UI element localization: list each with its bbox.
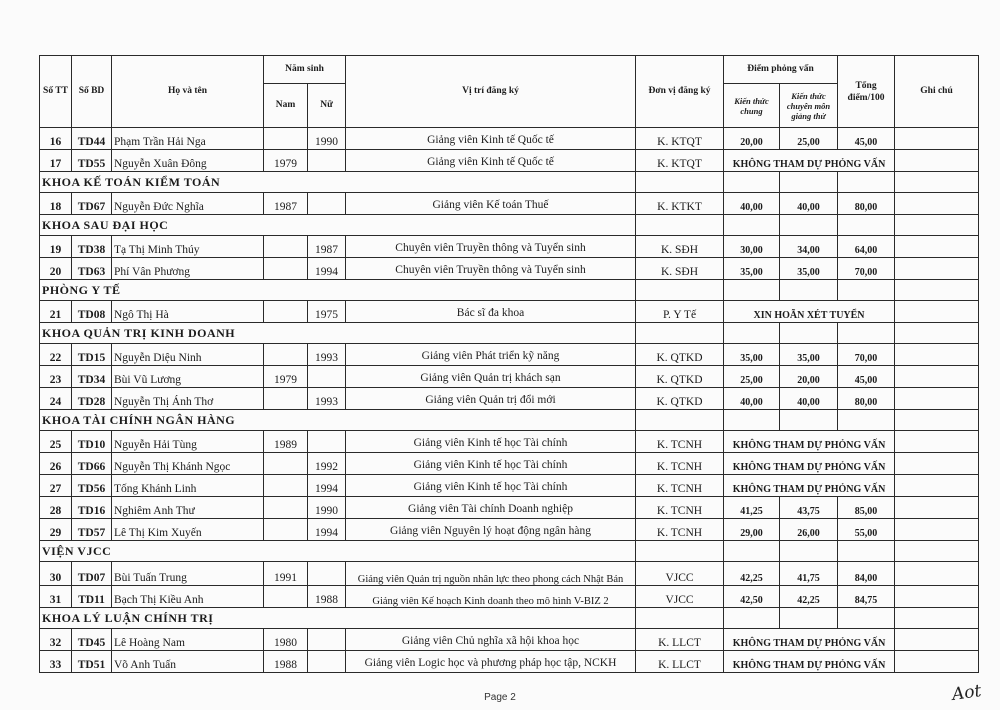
- header-position: Vị trí đăng ký: [346, 56, 636, 128]
- row-name: Tạ Thị Minh Thúy: [112, 236, 264, 258]
- section-title: KHOA SAU ĐẠI HỌC: [40, 215, 636, 236]
- row-note: [895, 431, 979, 453]
- row-sbd: TD11: [72, 586, 112, 608]
- row-stt: 29: [40, 519, 72, 541]
- row-name: Lê Thị Kim Xuyến: [112, 519, 264, 541]
- row-score-specialized: 43,75: [780, 497, 838, 519]
- row-note: [895, 562, 979, 586]
- row-unit: K. QTKD: [636, 366, 724, 388]
- row-unit: K. QTKD: [636, 388, 724, 410]
- row-stt: 19: [40, 236, 72, 258]
- row-total: 85,00: [838, 497, 895, 519]
- header-general-knowledge: Kiến thức chung: [724, 84, 780, 128]
- row-birth-male: [264, 236, 308, 258]
- row-note: [895, 651, 979, 673]
- section-filler: [780, 280, 838, 301]
- section-filler: [724, 541, 780, 562]
- row-birth-female: [308, 431, 346, 453]
- row-sbd: TD55: [72, 150, 112, 172]
- header-interview-score: Điểm phỏng vấn: [724, 56, 838, 84]
- row-birth-female: 1994: [308, 258, 346, 280]
- row-birth-female: 1994: [308, 475, 346, 497]
- row-sbd: TD34: [72, 366, 112, 388]
- row-birth-male: 1979: [264, 150, 308, 172]
- row-sbd: TD51: [72, 651, 112, 673]
- row-unit: K. LLCT: [636, 629, 724, 651]
- row-sbd: TD28: [72, 388, 112, 410]
- section-title: KHOA QUẢN TRỊ KINH DOANH: [40, 323, 636, 344]
- section-filler: [780, 172, 838, 193]
- section-filler: [724, 410, 780, 431]
- row-position: Chuyên viên Truyền thông và Tuyển sinh: [346, 258, 636, 280]
- row-birth-female: [308, 651, 346, 673]
- section-filler: [780, 608, 838, 629]
- row-name: Phí Vân Phương: [112, 258, 264, 280]
- row-position: Giảng viên Kế hoạch Kinh doanh theo mô hình V-BIZ 2: [346, 586, 636, 608]
- section-filler: [780, 215, 838, 236]
- row-birth-male: 1979: [264, 366, 308, 388]
- row-total: 45,00: [838, 366, 895, 388]
- header-name: Họ và tên: [112, 56, 264, 128]
- row-name: Bùi Vũ Lương: [112, 366, 264, 388]
- row-note: [895, 128, 979, 150]
- row-position: Giảng viên Quản trị khách sạn: [346, 366, 636, 388]
- header-stt: Số TT: [40, 56, 72, 128]
- results-sheet: [39, 55, 979, 673]
- row-score-general: 35,00: [724, 258, 780, 280]
- row-note: [895, 388, 979, 410]
- row-name: Bùi Tuấn Trung: [112, 562, 264, 586]
- row-birth-male: [264, 301, 308, 323]
- row-unit: K. SĐH: [636, 236, 724, 258]
- row-stt: 21: [40, 301, 72, 323]
- row-score-specialized: 42,25: [780, 586, 838, 608]
- row-score-specialized: 40,00: [780, 388, 838, 410]
- section-title: KHOA LÝ LUẬN CHÍNH TRỊ: [40, 608, 636, 629]
- row-position: Giảng viên Kinh tế học Tài chính: [346, 453, 636, 475]
- row-birth-female: [308, 193, 346, 215]
- row-note: [895, 258, 979, 280]
- row-unit: P. Y Tế: [636, 301, 724, 323]
- candidate-row: [40, 344, 979, 366]
- row-stt: 20: [40, 258, 72, 280]
- section-row: [40, 410, 979, 431]
- row-stt: 27: [40, 475, 72, 497]
- row-note: [895, 453, 979, 475]
- row-birth-female: 1994: [308, 519, 346, 541]
- row-name: Tống Khánh Linh: [112, 475, 264, 497]
- row-score-general: 40,00: [724, 193, 780, 215]
- candidate-row: [40, 629, 979, 651]
- row-status: XIN HOÃN XÉT TUYỂN: [724, 301, 895, 323]
- section-filler: [636, 410, 724, 431]
- interview-results-table: [39, 55, 979, 673]
- section-filler: [636, 280, 724, 301]
- header-total: Tổng điểm/100: [838, 56, 895, 128]
- section-row: [40, 323, 979, 344]
- row-status: KHÔNG THAM DỰ PHỎNG VẤN: [724, 150, 895, 172]
- row-position: Giảng viên Logic học và phương pháp học tập, NCKH: [346, 651, 636, 673]
- row-sbd: TD45: [72, 629, 112, 651]
- section-filler: [838, 541, 895, 562]
- row-score-general: 42,25: [724, 562, 780, 586]
- row-name: Nguyễn Thị Khánh Ngọc: [112, 453, 264, 475]
- row-stt: 31: [40, 586, 72, 608]
- row-unit: K. SĐH: [636, 258, 724, 280]
- row-position: Giảng viên Kinh tế Quốc tế: [346, 128, 636, 150]
- row-total: 45,00: [838, 128, 895, 150]
- section-filler: [636, 323, 724, 344]
- row-unit: K. LLCT: [636, 651, 724, 673]
- row-name: Ngô Thị Hà: [112, 301, 264, 323]
- section-filler: [838, 280, 895, 301]
- row-sbd: TD07: [72, 562, 112, 586]
- row-total: 70,00: [838, 344, 895, 366]
- row-status: KHÔNG THAM DỰ PHỎNG VẤN: [724, 651, 895, 673]
- row-unit: K. TCNH: [636, 519, 724, 541]
- row-stt: 26: [40, 453, 72, 475]
- row-unit: K. QTKD: [636, 344, 724, 366]
- row-position: Chuyên viên Truyền thông và Tuyển sinh: [346, 236, 636, 258]
- row-total: 80,00: [838, 193, 895, 215]
- row-sbd: TD15: [72, 344, 112, 366]
- section-filler: [780, 410, 838, 431]
- row-name: Võ Anh Tuấn: [112, 651, 264, 673]
- header-unit: Đơn vị đăng ký: [636, 56, 724, 128]
- section-filler: [636, 541, 724, 562]
- row-position: Giảng viên Tài chính Doanh nghiệp: [346, 497, 636, 519]
- row-score-general: 40,00: [724, 388, 780, 410]
- row-status: KHÔNG THAM DỰ PHỎNG VẤN: [724, 431, 895, 453]
- row-birth-male: [264, 128, 308, 150]
- row-name: Nghiêm Anh Thư: [112, 497, 264, 519]
- section-filler: [895, 541, 979, 562]
- row-sbd: TD66: [72, 453, 112, 475]
- handwritten-initials: Aot: [950, 681, 983, 705]
- row-stt: 32: [40, 629, 72, 651]
- row-position: Giảng viên Phát triển kỹ năng: [346, 344, 636, 366]
- row-unit: K. TCNH: [636, 475, 724, 497]
- section-filler: [780, 541, 838, 562]
- row-birth-male: [264, 519, 308, 541]
- row-score-specialized: 35,00: [780, 258, 838, 280]
- row-unit: K. KTQT: [636, 150, 724, 172]
- row-note: [895, 236, 979, 258]
- row-position: Giảng viên Kinh tế học Tài chính: [346, 475, 636, 497]
- row-birth-female: 1975: [308, 301, 346, 323]
- row-score-general: 29,00: [724, 519, 780, 541]
- row-sbd: TD44: [72, 128, 112, 150]
- row-score-general: 41,25: [724, 497, 780, 519]
- candidate-row: [40, 388, 979, 410]
- row-stt: 16: [40, 128, 72, 150]
- row-unit: K. KTKT: [636, 193, 724, 215]
- row-sbd: TD63: [72, 258, 112, 280]
- row-score-general: 42,50: [724, 586, 780, 608]
- section-row: [40, 215, 979, 236]
- row-score-general: 30,00: [724, 236, 780, 258]
- row-birth-female: 1990: [308, 128, 346, 150]
- row-name: Nguyễn Thị Ánh Thơ: [112, 388, 264, 410]
- section-filler: [636, 215, 724, 236]
- row-birth-male: [264, 586, 308, 608]
- row-position: Giảng viên Quản trị nguồn nhân lực theo phong cách Nhật Bản: [346, 562, 636, 586]
- row-sbd: TD57: [72, 519, 112, 541]
- row-position: Giảng viên Kế toán Thuế: [346, 193, 636, 215]
- row-position: Giảng viên Kinh tế Quốc tế: [346, 150, 636, 172]
- row-birth-male: [264, 475, 308, 497]
- row-note: [895, 344, 979, 366]
- row-score-specialized: 25,00: [780, 128, 838, 150]
- section-filler: [724, 608, 780, 629]
- section-title: VIỆN VJCC: [40, 541, 636, 562]
- section-title: KHOA TÀI CHÍNH NGÂN HÀNG: [40, 410, 636, 431]
- header-sbd: Số BD: [72, 56, 112, 128]
- row-position: Giảng viên Kinh tế học Tài chính: [346, 431, 636, 453]
- row-birth-male: 1987: [264, 193, 308, 215]
- row-birth-female: 1990: [308, 497, 346, 519]
- candidate-row: [40, 431, 979, 453]
- row-stt: 25: [40, 431, 72, 453]
- candidate-row: [40, 128, 979, 150]
- header-note: Ghi chú: [895, 56, 979, 128]
- row-score-specialized: 34,00: [780, 236, 838, 258]
- row-unit: VJCC: [636, 562, 724, 586]
- row-name: Nguyễn Xuân Đông: [112, 150, 264, 172]
- row-birth-male: 1988: [264, 651, 308, 673]
- row-birth-female: [308, 366, 346, 388]
- section-title: PHÒNG Y TẾ: [40, 280, 636, 301]
- header-female: Nữ: [308, 84, 346, 128]
- row-sbd: TD67: [72, 193, 112, 215]
- row-note: [895, 193, 979, 215]
- row-sbd: TD16: [72, 497, 112, 519]
- row-status: KHÔNG THAM DỰ PHỎNG VẤN: [724, 453, 895, 475]
- candidate-row: [40, 301, 979, 323]
- header-male: Nam: [264, 84, 308, 128]
- row-birth-female: [308, 562, 346, 586]
- row-score-specialized: 41,75: [780, 562, 838, 586]
- row-score-specialized: 35,00: [780, 344, 838, 366]
- row-birth-male: 1991: [264, 562, 308, 586]
- candidate-row: [40, 475, 979, 497]
- row-position: Giảng viên Nguyên lý hoạt động ngân hàng: [346, 519, 636, 541]
- header-birth-year: Năm sinh: [264, 56, 346, 84]
- row-birth-male: 1980: [264, 629, 308, 651]
- section-filler: [895, 410, 979, 431]
- row-name: Phạm Trần Hải Nga: [112, 128, 264, 150]
- row-score-general: 20,00: [724, 128, 780, 150]
- row-status: KHÔNG THAM DỰ PHỎNG VẤN: [724, 629, 895, 651]
- section-filler: [724, 215, 780, 236]
- section-filler: [895, 608, 979, 629]
- table-body: [40, 128, 979, 673]
- candidate-row: [40, 562, 979, 586]
- row-score-specialized: 20,00: [780, 366, 838, 388]
- candidate-row: [40, 193, 979, 215]
- candidate-row: [40, 497, 979, 519]
- row-total: 80,00: [838, 388, 895, 410]
- row-position: Giảng viên Quản trị đổi mới: [346, 388, 636, 410]
- row-birth-male: [264, 453, 308, 475]
- candidate-row: [40, 258, 979, 280]
- row-total: 55,00: [838, 519, 895, 541]
- row-birth-female: 1987: [308, 236, 346, 258]
- row-sbd: TD38: [72, 236, 112, 258]
- row-stt: 18: [40, 193, 72, 215]
- section-filler: [838, 410, 895, 431]
- row-unit: K. TCNH: [636, 453, 724, 475]
- row-sbd: TD08: [72, 301, 112, 323]
- row-note: [895, 629, 979, 651]
- candidate-row: [40, 519, 979, 541]
- row-name: Lê Hoàng Nam: [112, 629, 264, 651]
- row-note: [895, 519, 979, 541]
- section-row: [40, 280, 979, 301]
- row-unit: K. TCNH: [636, 431, 724, 453]
- section-filler: [724, 323, 780, 344]
- section-filler: [838, 608, 895, 629]
- row-birth-male: 1989: [264, 431, 308, 453]
- section-filler: [636, 608, 724, 629]
- section-row: [40, 172, 979, 193]
- section-filler: [724, 280, 780, 301]
- row-note: [895, 497, 979, 519]
- row-position: Giảng viên Chủ nghĩa xã hội khoa học: [346, 629, 636, 651]
- row-birth-female: [308, 629, 346, 651]
- row-stt: 24: [40, 388, 72, 410]
- candidate-row: [40, 651, 979, 673]
- row-note: [895, 475, 979, 497]
- row-stt: 28: [40, 497, 72, 519]
- row-unit: VJCC: [636, 586, 724, 608]
- section-filler: [838, 172, 895, 193]
- row-score-specialized: 40,00: [780, 193, 838, 215]
- row-birth-male: [264, 497, 308, 519]
- row-name: Bạch Thị Kiều Anh: [112, 586, 264, 608]
- row-score-general: 35,00: [724, 344, 780, 366]
- row-birth-female: [308, 150, 346, 172]
- row-total: 84,00: [838, 562, 895, 586]
- row-stt: 30: [40, 562, 72, 586]
- row-unit: K. TCNH: [636, 497, 724, 519]
- section-filler: [895, 215, 979, 236]
- row-total: 84,75: [838, 586, 895, 608]
- section-filler: [838, 215, 895, 236]
- row-birth-female: 1993: [308, 388, 346, 410]
- row-sbd: TD10: [72, 431, 112, 453]
- candidate-row: [40, 366, 979, 388]
- row-note: [895, 366, 979, 388]
- candidate-row: [40, 150, 979, 172]
- row-total: 70,00: [838, 258, 895, 280]
- row-score-specialized: 26,00: [780, 519, 838, 541]
- section-filler: [780, 323, 838, 344]
- candidate-row: [40, 236, 979, 258]
- section-filler: [895, 280, 979, 301]
- candidate-row: [40, 586, 979, 608]
- row-unit: K. KTQT: [636, 128, 724, 150]
- row-note: [895, 301, 979, 323]
- row-name: Nguyễn Diệu Ninh: [112, 344, 264, 366]
- section-filler: [895, 323, 979, 344]
- row-score-general: 25,00: [724, 366, 780, 388]
- row-birth-female: 1992: [308, 453, 346, 475]
- row-birth-female: 1993: [308, 344, 346, 366]
- section-title: KHOA KẾ TOÁN KIỂM TOÁN: [40, 172, 636, 193]
- page-number: Page 2: [484, 692, 516, 703]
- row-name: Nguyễn Hải Tùng: [112, 431, 264, 453]
- section-row: [40, 541, 979, 562]
- row-total: 64,00: [838, 236, 895, 258]
- row-birth-male: [264, 388, 308, 410]
- row-stt: 17: [40, 150, 72, 172]
- section-filler: [838, 323, 895, 344]
- row-birth-female: 1988: [308, 586, 346, 608]
- section-filler: [636, 172, 724, 193]
- candidate-row: [40, 453, 979, 475]
- row-stt: 33: [40, 651, 72, 673]
- section-filler: [895, 172, 979, 193]
- row-stt: 22: [40, 344, 72, 366]
- row-stt: 23: [40, 366, 72, 388]
- row-note: [895, 586, 979, 608]
- row-position: Bác sĩ đa khoa: [346, 301, 636, 323]
- row-name: Nguyễn Đức Nghĩa: [112, 193, 264, 215]
- row-status: KHÔNG THAM DỰ PHỎNG VẤN: [724, 475, 895, 497]
- section-row: [40, 608, 979, 629]
- row-note: [895, 150, 979, 172]
- header-specialized-knowledge: Kiến thức chuyên môn giảng thử: [780, 84, 838, 128]
- section-filler: [724, 172, 780, 193]
- row-birth-male: [264, 258, 308, 280]
- row-birth-male: [264, 344, 308, 366]
- row-sbd: TD56: [72, 475, 112, 497]
